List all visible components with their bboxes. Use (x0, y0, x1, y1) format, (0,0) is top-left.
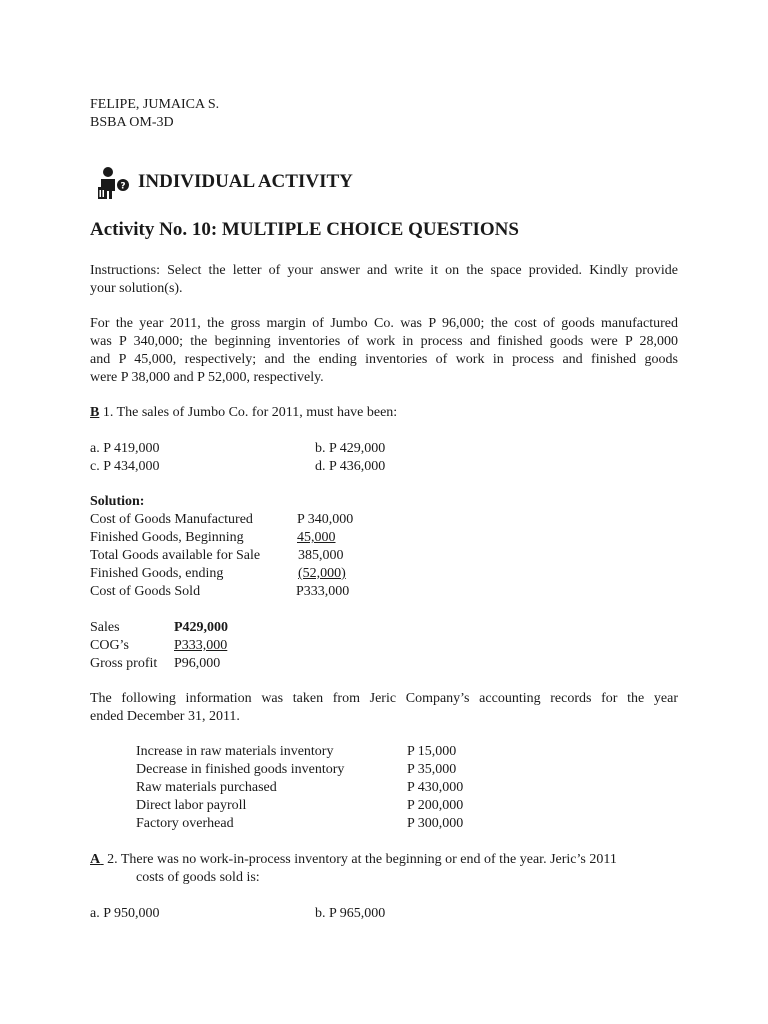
problem-1-line-2: was P 340,000; the beginning inventories of work in process and finished goods were P 28,000 (90, 334, 678, 349)
solution-row-label: Finished Goods, Beginning (90, 530, 244, 545)
solution-heading: Solution: (90, 494, 145, 509)
sales-row-label: COG’s (90, 638, 129, 653)
svg-text:?: ? (120, 181, 126, 192)
section-title: INDIVIDUAL ACTIVITY (138, 171, 353, 192)
solution-row-value: 45,000 (297, 530, 336, 545)
instructions (90, 262, 678, 298)
solution-row-value-underlined (290, 565, 346, 583)
solution-row-value: (52,000) (298, 566, 346, 581)
problem-2-line-1: The following information was taken from Jeric Company’s accounting records for the year (90, 691, 678, 706)
solution-row-value: P333,000 (296, 584, 350, 599)
info-row-value: P 15,000 (407, 744, 457, 759)
info-row-label: Increase in raw materials inventory (136, 744, 334, 759)
problem-1-line-1: For the year 2011, the gross margin of Jumbo Co. was P 96,000; the cost of goods manufactured (90, 316, 678, 331)
question-2-answer: A (90, 852, 101, 867)
sales-row-value: P429,000 (174, 620, 229, 635)
info-row-label: Decrease in finished goods inventory (136, 762, 345, 777)
sales-row-value: P333,000 (174, 638, 228, 653)
problem-2-line-2: ended December 31, 2011. (90, 709, 240, 724)
solution-row-label: Finished Goods, ending (90, 566, 224, 581)
question-2-text: 2. There was no work-in-process inventory at the beginning or end of the year. Jeric’s 2011 (103, 852, 617, 867)
problem-1-line-4: were P 38,000 and P 52,000, respectively. (90, 370, 324, 385)
problem-1-text (90, 315, 678, 387)
question-1-answer: B (90, 405, 100, 420)
solution-row-label: Cost of Goods Sold (90, 584, 201, 599)
solution-row-value: P 340,000 (297, 512, 354, 527)
question-1-option-a: a. P 419,000 (90, 441, 160, 456)
problem-1-line-3: and P 45,000, respectively; and the ending inventories of work in process and finished goods (90, 352, 678, 367)
instructions-line-1: Instructions: Select the letter of your answer and write it on the space provided. Kindly provide (90, 263, 678, 278)
info-row-value: P 300,000 (407, 816, 464, 831)
question-1-option-d: d. P 436,000 (315, 459, 386, 474)
person-group-icon (96, 165, 130, 199)
student-name: FELIPE, JUMAICA S. (90, 97, 220, 112)
info-row-value: P 430,000 (407, 780, 464, 795)
sales-row-value: P96,000 (174, 656, 221, 671)
question-2-line-2: costs of goods sold is: (136, 870, 260, 885)
info-row-label: Raw materials purchased (136, 780, 277, 795)
question-2-option-a: a. P 950,000 (90, 906, 160, 921)
instructions-line-2: your solution(s). (90, 281, 183, 296)
question-1-option-b: b. P 429,000 (315, 441, 386, 456)
info-row-label: Factory overhead (136, 816, 234, 831)
question-1-option-c: c. P 434,000 (90, 459, 160, 474)
sales-row-label: Sales (90, 620, 120, 635)
activity-title: Activity No. 10: MULTIPLE CHOICE QUESTIONS (90, 219, 519, 240)
question-1-text: 1. The sales of Jumbo Co. for 2011, must have been: (99, 405, 398, 420)
info-row-value: P 35,000 (407, 762, 457, 777)
question-1 (90, 404, 397, 422)
question-2 (90, 851, 617, 869)
sales-row-label: Gross profit (90, 656, 158, 671)
problem-2-text (90, 690, 678, 726)
solution-row-label: Cost of Goods Manufactured (90, 512, 253, 527)
solution-row-value: 385,000 (298, 548, 344, 563)
student-course: BSBA OM-3D (90, 115, 174, 130)
sales-row-value-underlined (170, 637, 227, 655)
solution-row-label: Total Goods available for Sale (90, 548, 261, 563)
question-2-option-b: b. P 965,000 (315, 906, 386, 921)
info-row-value: P 200,000 (407, 798, 464, 813)
info-row-label: Direct labor payroll (136, 798, 247, 813)
